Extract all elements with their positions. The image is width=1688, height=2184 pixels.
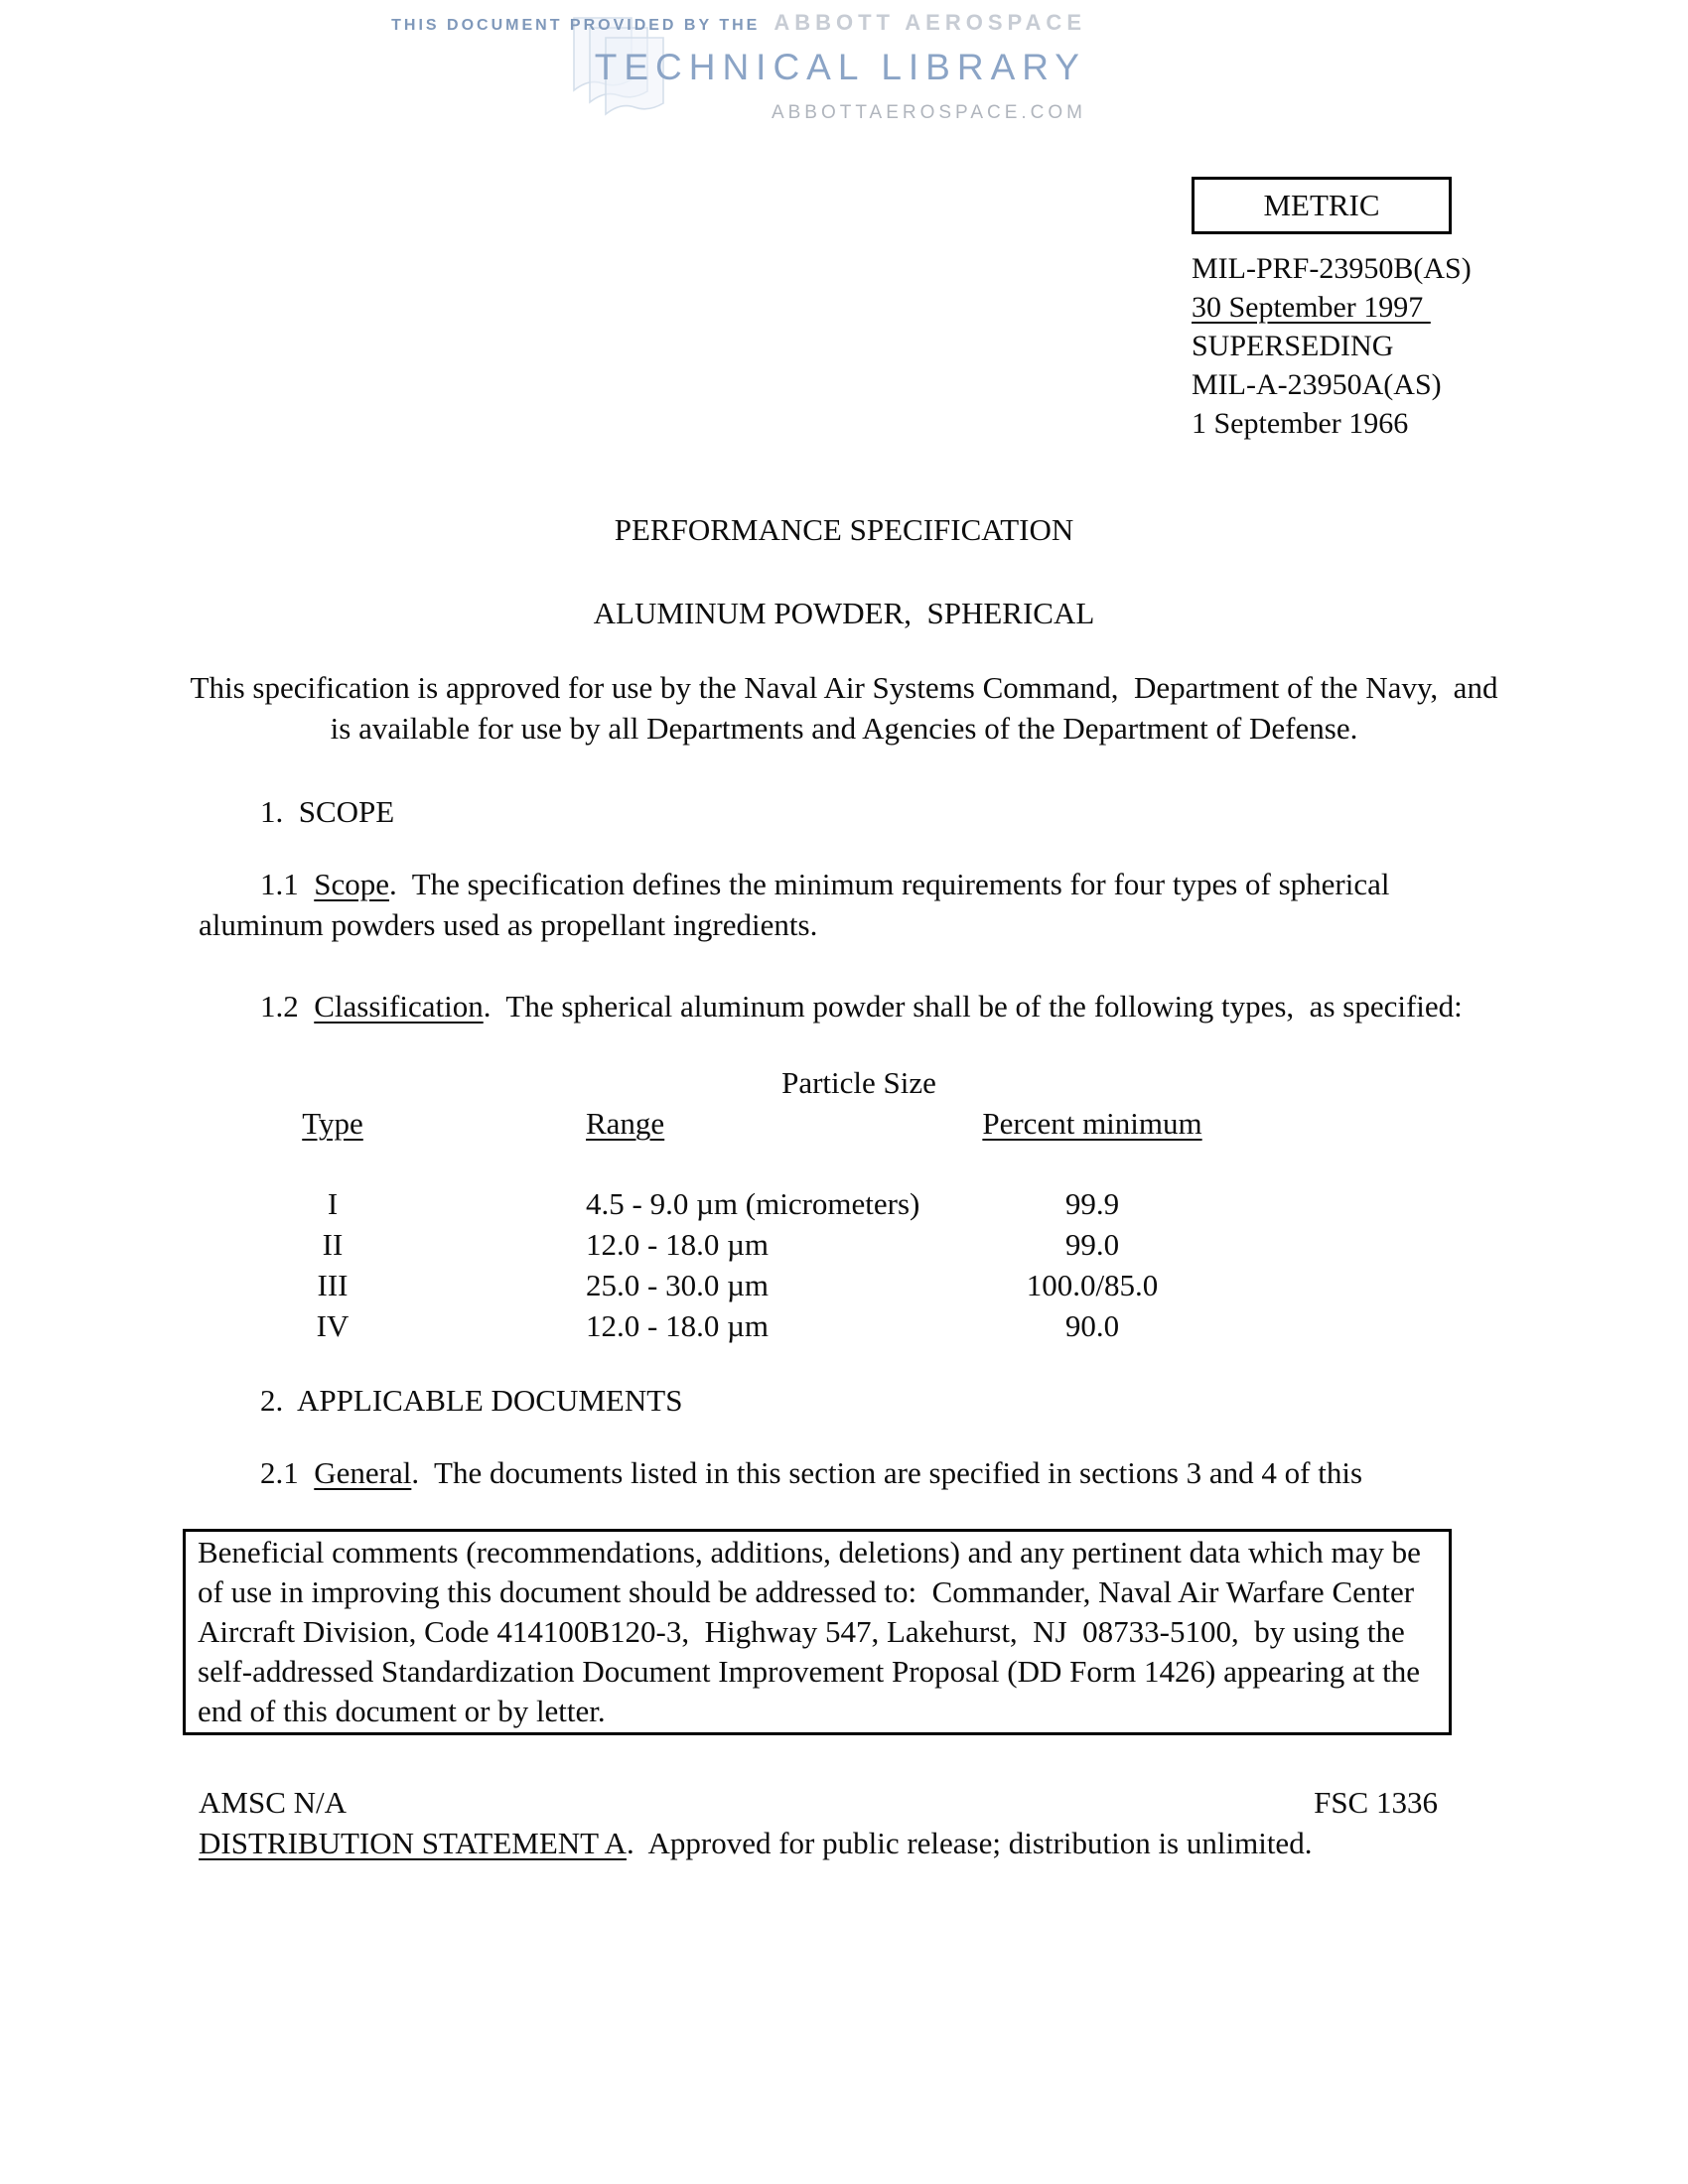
table-row (199, 1305, 1470, 1346)
cell-percent: 99.0 (1064, 1227, 1120, 1262)
distribution-statement-text: . Approved for public release; distribution is unlimited. (626, 1826, 1313, 1860)
table-header-row (199, 1103, 1470, 1144)
spec-id-block (1192, 249, 1472, 443)
distribution-statement-label: DISTRIBUTION STATEMENT A (199, 1826, 627, 1860)
spec-date: 30 September 1997 (1192, 291, 1431, 324)
table-header-range: Range (586, 1106, 665, 1141)
watermark-brand: ABBOTT AEROSPACE (774, 10, 1086, 35)
watermark-provided-by: THIS DOCUMENT PROVIDED BY THE (391, 17, 761, 34)
superseded-date: 1 September 1966 (1192, 407, 1409, 440)
cell-range: 12.0 - 18.0 µm (586, 1227, 770, 1262)
paragraph-2-1 (199, 1452, 1489, 1493)
cell-type: I (327, 1186, 339, 1221)
superseded-id: MIL-A-23950A(AS) (1192, 368, 1442, 401)
cell-type: III (317, 1268, 349, 1302)
cell-range: 25.0 - 30.0 µm (586, 1268, 770, 1302)
cell-percent: 99.9 (1064, 1186, 1120, 1221)
section-2-heading: 2. APPLICABLE DOCUMENTS (260, 1383, 683, 1418)
paragraph-1-2 (199, 986, 1481, 1026)
paragraph-1-2-number: 1.2 (260, 989, 315, 1024)
watermark-site: ABBOTTAEROSPACE.COM (771, 102, 1086, 123)
paragraph-1-2-label: Classification (314, 989, 484, 1024)
watermark (391, 2, 1086, 133)
cell-percent: 100.0/85.0 (1026, 1268, 1159, 1302)
distribution-statement (199, 1823, 1489, 1863)
paragraph-1-1-text: . The specification defines the minimum requirements for four types of spherical aluminum powders used as propellant ingredients. (199, 867, 1398, 942)
table-header-percent: Percent minimum (982, 1106, 1202, 1141)
paragraph-2-1-number: 2.1 (260, 1455, 315, 1490)
section-1-heading: 1. SCOPE (260, 794, 395, 829)
paragraph-2-1-text: . The documents listed in this section are specified in sections 3 and 4 of this (411, 1455, 1363, 1490)
particle-size-table (199, 1062, 1470, 1346)
table-header-type: Type (302, 1106, 363, 1141)
paragraph-1-1 (199, 864, 1481, 945)
table-body (199, 1183, 1470, 1346)
approval-paragraph: This specification is approved for use by the Naval Air Systems Command, Department of the Navy, and is available for use by all Departments and Agencies of the Department of Defense. (190, 670, 1506, 746)
superseding-label: SUPERSEDING (1192, 330, 1394, 362)
paragraph-1-1-number: 1.1 (260, 867, 315, 901)
cell-type: IV (316, 1308, 350, 1343)
table-row (199, 1265, 1470, 1305)
paragraph-1-1-label: Scope (314, 867, 390, 901)
fsc-code: FSC 1336 (1314, 1785, 1438, 1820)
watermark-top-line (391, 2, 1086, 46)
document-type-title: PERFORMANCE SPECIFICATION (614, 512, 1074, 547)
paragraph-1-2-text: . The spherical aluminum powder shall be of the following types, as specified: (483, 989, 1463, 1024)
metric-box: METRIC (1192, 177, 1452, 234)
cell-type: II (322, 1227, 344, 1262)
cell-percent: 90.0 (1064, 1308, 1120, 1343)
table-title: Particle Size (781, 1065, 936, 1100)
paragraph-2-1-label: General (314, 1455, 412, 1490)
cell-range: 4.5 - 9.0 µm (micrometers) (586, 1186, 920, 1221)
beneficial-comments-box: Beneficial comments (recommendations, additions, deletions) and any pertinent data which may be of use in improving this document should be addressed to: Commander, Naval Air Warfare Center Aircraft Division, Code 414100B120-3, Highway 547, Lakehurst, NJ 08733-5100, by using the self-addressed Standardization Document Improvement Proposal (DD Form 1426) appearing at the end of this document or by letter. (183, 1529, 1452, 1735)
watermark-title: TECHNICAL LIBRARY (594, 47, 1086, 87)
cell-range: 12.0 - 18.0 µm (586, 1308, 770, 1343)
footer-codes-row (199, 1782, 1438, 1823)
table-row (199, 1224, 1470, 1265)
subject-title: ALUMINUM POWDER, SPHERICAL (593, 596, 1095, 630)
table-row (199, 1183, 1470, 1224)
spec-id: MIL-PRF-23950B(AS) (1192, 252, 1472, 285)
amsc-code: AMSC N/A (199, 1785, 348, 1820)
